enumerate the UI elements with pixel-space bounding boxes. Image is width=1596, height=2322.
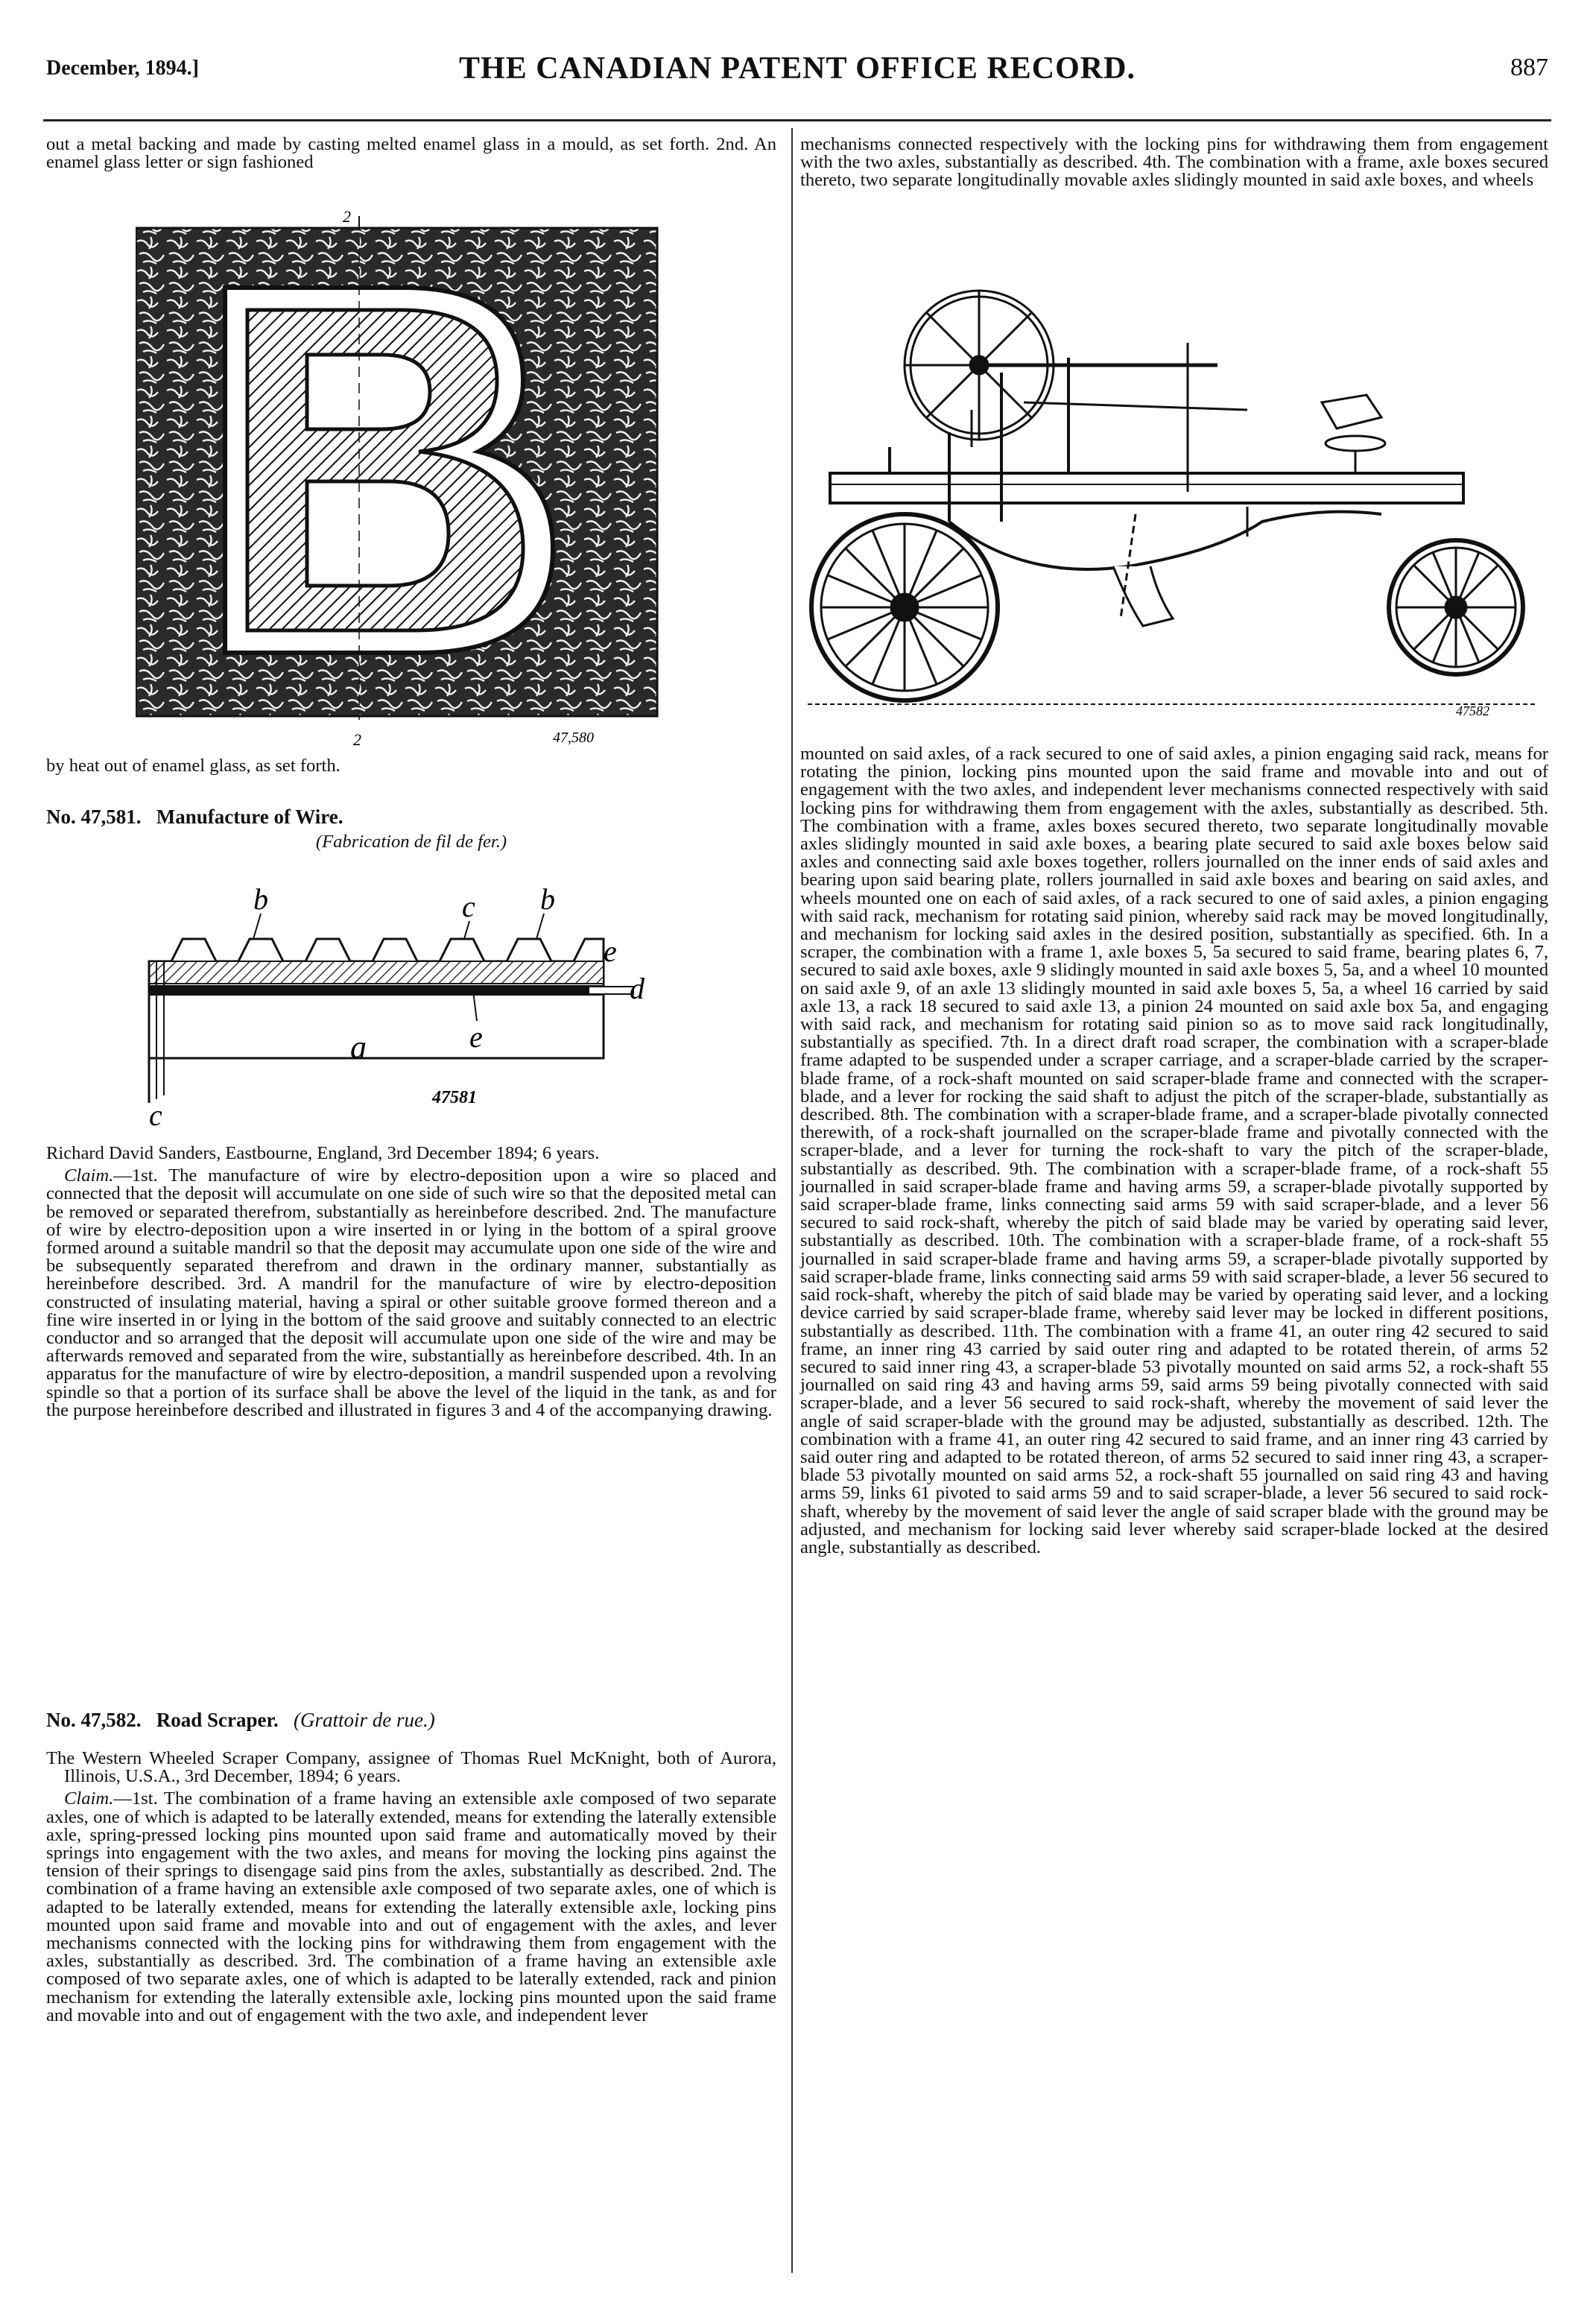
fig-b-label-bottom: 2 (353, 730, 361, 749)
col2-body-text: mounted on said axles, of a rack secured to one of said axles, a pinion engaging said rack, means for rotating the pinion, locking pins mounted upon the said frame and movable into and out of engagement with the two axles, and independent lever mechanisms connected respectively with said locking pins for withdrawing them from engagement with the axles, substantially as described. 5th. The combination with a frame, axles boxes secured thereto, two separate longitudinally movable axles slidingly mounted in said axle boxes, a bearing plate secured to said axle boxes below said axles and connecting said axle boxes together, rollers journalled on the inner ends of said axles and bearing upon said bearing plate, rollers journalled in said axle boxes and bearing on said axles, and wheels mounted one on each of said axles, of a rack secured to one of said axles, a pinion engaging with said rack, mechanism for rotating said pinion, whereby said rack may be moved longitudinally, and mechanism for locking said axles in the desired position, substantially as specified. 6th. In a scraper, the combination with a frame 1, axle boxes 5, 5a secured to said frame, bearing plates 6, 7, secured to said axle boxes, axle 9 slidingly mounted in said axle boxes 5, 5a, and a wheel 10 mounted on said axle 9, of an axle 13 slidingly mounted in said axle boxes 5, 5a, a wheel 16 carried by said axle 13, a rack 18 secured to said axle 13, a pinion 24 mounted on said axle box 5a, and engaging with said rack, and mechanism for rotating said pinion so as to move said rack longitudinally, substantially as specified. 7th. In a direct draft road scraper, the combination with a scraper-blade frame adapted to be suspended under a scraper carriage, and a scraper-blade carried by the scraper-blade frame, of a rock-shaft mounted on said scraper-blade frame and connected with the scraper-blade, and a lever for rocking the said shaft to adjust the pitch of the scraper-blade, substantially as described. 8th. The combination with a scraper-blade frame, and a scraper-blade pivotally connected therewith, of a rock-shaft journalled on the scraper-blade frame and pivotally connected with the scraper-blade, and a lever for turning the rock-shaft to vary the pitch of the scraper-blade, substantially as described. 9th. The combination with a scraper-blade frame, of a rock-shaft 55 journalled in said scraper-blade frame and having arms 59, a scraper-blade pivotally supported by said scraper-blade frame, links connecting said arms 59 with said scraper-blade, and a lever 56 secured to said rock-shaft, whereby the pitch of said blade may be varied by operating said lever, substantially as described. 10th. The combination with a scraper-blade frame, of a rock-shaft 55 journalled in said scraper-blade frame and having arms 59, a scraper-blade pivotally supported by said scraper-blade frame, links connecting said arms 59 with said scraper-blade, a lever 56 secured to said rock-shaft, whereby the pitch of said blade may be varied by operating said lever, and a locking device carried by said scraper-blade frame, whereby said lever may be locked in different positions, substantially as described. 11th. The combination with a frame 41, an outer ring 42 secured to said frame, an inner ring 43 carried by said outer ring and adapted to be rotated therein, of arms 52 secured to said inner ring 43, a scraper-blade 53 pivotally mounted on said arms 52, a rock-shaft 55 journalled on said ring 43 and having arms 59, said arms 59 being pivotally connected with said scraper-blade, and a lever 56 secured to said rock-shaft, whereby the movement of said lever the angle of said scraper-blade with the ground may be adjusted, substantially as described. 12th. The combination with a frame 41, an outer ring 42 secured to said frame, and an inner ring 43 carried by said outer ring and adapted to be rotated thereon, of arms 52 secured to said inner ring 43, a scraper-blade 53 pivotally mounted on said arms 52, a rock-shaft 55 journalled on said ring 43 and having arms 59, links 61 pivoted to said arms 59 and to said scraper-blade, a lever 56 secured to said rock-shaft, whereby by the movement of said lever the angle of said scraper blade with the ground may be adjusted, and mechanism for locking said lever whereby said scraper-blade locked at the desired angle, substantially as described. (800, 744, 1548, 1557)
claim-label: Claim. (64, 1165, 114, 1186)
fig-b-number: 47,580 (553, 730, 594, 746)
after-fig-text: by heat out of enamel glass, as set forth. (46, 756, 341, 776)
assignee-line: The Western Wheeled Scraper Company, assignee of Thomas Ruel McKnight, both of Aurora, Illinois, U.S.A., 3rd December, 1894; 6 years. (46, 1748, 776, 1787)
label-b1: b (253, 882, 268, 916)
label-c1: c (462, 890, 475, 923)
column-divider (791, 128, 793, 2273)
header-rule (43, 119, 1551, 121)
col2-top (800, 136, 1548, 190)
patent-french-title: (Fabrication de fil de fer.) (315, 832, 507, 852)
patent-number: No. 47,581. (46, 806, 142, 828)
figure-wire-mandril (142, 879, 663, 1133)
col1-after-fig (46, 757, 776, 775)
claim-text: —1st. The combination of a frame having an extensible axle composed of two separate axles, one of which is adapted to be laterally extended, means for extending the laterally extensible axle, spring-pressed locking pins mounted upon said frame and automatically moved by their springs into engagement with the two axles, and means for moving the locking pins against the tension of their springs to disengage said pins from the axles, substantially as described. 2nd. The combination of a frame having an extensible axle composed of two separate axles, one of which is adapted to be laterally extended, means for extending the laterally extensible axle, locking pins mounted upon said frame and movable into and out of engagement with the axles, and lever mechanisms connected with the locking pins for withdrawing them from engagement with the axles, substantially as described. 3rd. The combination of a frame having an extensible axle composed of two separate axles, one of which is adapted to be laterally extended, rack and pinion mechanism for extending the laterally extensible axle, locking pins mounted upon the said frame and movable into and out of engagement with the two axle, and independent lever (46, 1788, 776, 2025)
label-c2: c (149, 1098, 162, 1132)
claim-text: —1st. The manufacture of wire by electro-deposition upon a wire so placed and connected that the deposit will accumulate on one side of such wire so that the deposited metal can be removed or separated therefrom, substantially as hereinbefore described. 2nd. The manufacture of wire by electro-deposition upon a wire inserted in or lying in the bottom of a spiral groove formed around a suitable mandril so that the deposit may accumulate upon one side of the wire and be subsequently separated therefrom and drawn in the ordinary manner, substantially as hereinbefore described. 3rd. A mandril for the manufacture of wire by electro-deposition constructed of insulating material, having a spiral or other suitable groove formed thereon and a fine wire inserted in or lying in the bottom of the said groove and suitably connected to an electric conductor and so arranged that the deposit will accumulate upon one side of the wire and may be afterwards removed and separated from the wire, substantially as hereinbefore described. 4th. In an apparatus for the manufacture of wire by electro-deposition, a mandril suspended upon a revolving spindle so that a portion of its surface shall be above the level of the liquid in the tank, as and for the purpose hereinbefore described and illustrated in figures 3 and 4 of the accompanying drawing. (46, 1165, 776, 1420)
figure-road-scraper (800, 268, 1545, 715)
patent-47582-heading (46, 1711, 776, 1729)
label-a: a (350, 1029, 367, 1066)
label-e2: e (469, 1020, 483, 1054)
patent-47581-heading (46, 808, 776, 851)
page-number: 887 (1510, 54, 1548, 81)
label-b2: b (540, 882, 555, 916)
col2-body (800, 745, 1548, 1557)
col2-top-text: mechanisms connected respectively with the locking pins for withdrawing them from engagement with the two axles, substantially as described. 4th. The combination with a frame, axle boxes secured thereto, two separate longitudinally movable axles slidingly mounted in said axle boxes, and wheels (800, 134, 1548, 191)
fig-wire-number: 47581 (432, 1088, 477, 1107)
page-header (46, 51, 1548, 89)
patent-title: Manufacture of Wire. (156, 806, 343, 828)
patent-number: No. 47,582. (46, 1709, 142, 1731)
fig-scraper-number: 47582 (1456, 703, 1489, 715)
label-e1: e (604, 934, 617, 968)
intro-text: out a metal backing and made by casting melted enamel glass in a mould, as set forth. 2nd. An enamel glass letter or sign fashioned (46, 134, 776, 173)
patent-47582-body (46, 1750, 776, 2025)
patent-title: Road Scraper. (156, 1709, 279, 1731)
inventor-line: Richard David Sanders, Eastbourne, England, 3rd December 1894; 6 years. (46, 1143, 600, 1163)
patent-47581-body (46, 1145, 776, 1420)
journal-title: THE CANADIAN PATENT OFFICE RECORD. (459, 51, 1136, 86)
issue-date: December, 1894.] (46, 57, 200, 80)
patent-french-title: (Grattoir de rue.) (294, 1709, 435, 1731)
col1-intro (46, 136, 776, 171)
label-d: d (630, 972, 645, 1005)
figure-enamel-letter (136, 206, 672, 750)
fig-b-label-top: 2 (343, 207, 351, 226)
claim-label: Claim. (64, 1788, 114, 1809)
